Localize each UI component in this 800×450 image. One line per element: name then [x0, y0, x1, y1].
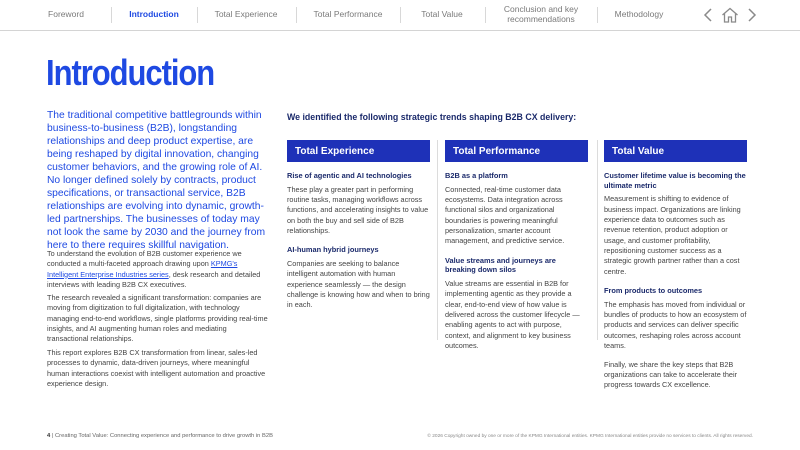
footer-copyright: © 2026 Copyright owned by one or more of the KPMG International entities. KPMG International entities provide no services to clients. All rights reserved. [427, 434, 753, 439]
footer-doc-title: Creating Total Value: Connecting experience and performance to drive growth in B2B [55, 433, 273, 439]
nav-bottom-border [0, 30, 800, 31]
column-divider [597, 140, 598, 340]
nav-tab-total-experience[interactable]: Total Experience [214, 9, 278, 20]
page-number: 4 [47, 433, 51, 439]
nav-tab-introduction[interactable]: Introduction [129, 9, 179, 20]
footer-doc-info [47, 433, 273, 439]
chevron-left-icon[interactable] [698, 5, 718, 25]
intro-paragraph-report: This report explores B2B CX transformation from linear, sales-led processes to dynamic, data-driven journeys, where meaningful human interactions coexist with intelligent automation and proactive experience design. [47, 348, 266, 389]
nav-divider [111, 7, 112, 23]
intro-paragraph-research: The research revealed a significant transformation: companies are moving from digitization to full digitalization, with technology managing end-to-end workflows, single platforms providing real-time insights, and AI augmenting human roles and mediating transactional relationships. [47, 293, 268, 344]
trend-text: Companies are seeking to balance intelligent automation with human experience seamlessly — the design challenge is knowing how and when to bring in each. [287, 259, 430, 310]
home-icon[interactable] [719, 5, 741, 25]
nav-divider [296, 7, 297, 23]
column-header: Total Experience [287, 140, 430, 162]
kpmg-series-link[interactable]: KPMG's Intelligent Enterprise Industries series [47, 259, 238, 279]
intro-paragraph-text: To understand the evolution of B2B customer experience we conducted a multi-faceted approach drawing upon [47, 249, 242, 269]
nav-tab-foreword[interactable]: Foreword [48, 9, 84, 20]
intro-lead-paragraph: The traditional competitive battlegrounds within business-to-business (B2B), longstanding relationships and deep product expertise, are being reshaped by digital innovation, changing customer behaviors, and the growing role of AI. No longer defined solely by contracts, product specifications, or transactional service, B2B relationships are evolving into dynamic, growth-led partnerships. The businesses of today may not look the same by 2030 and the journey from here to there requires skillful navigation. [47, 110, 266, 251]
trend-column-experience [287, 140, 430, 311]
column-header: Total Value [604, 140, 747, 162]
trend-text: Value streams are essential in B2B for implementing agentic as they provide a clear, end-to-end view of how value is delivered across the customer lifecycle — enabling agents to act with purpose, context, and alignment to key business outcomes. [445, 279, 580, 351]
chevron-right-icon[interactable] [742, 5, 762, 25]
trend-title: AI-human hybrid journeys [287, 245, 379, 255]
nav-divider [197, 7, 198, 23]
trend-text: Measurement is shifting to evidence of business impact. Organizations are linking experience data to outcomes such as revenue retention, product adoption or usage, and customer profitability, repositioning customer success as a strategic growth partner rather than a cost centre. [604, 194, 741, 276]
trend-text: The emphasis has moved from individual or bundles of products to how an ecosystem of products and services can deliver specific outcomes, reshaping roles across account teams. [604, 299, 747, 351]
nav-divider [597, 7, 598, 23]
trend-title: Rise of agentic and AI technologies [287, 171, 412, 180]
trend-title: Value streams and journeys are breaking down silos [445, 255, 556, 275]
column-header: Total Performance [445, 140, 588, 162]
intro-paragraph-approach [47, 249, 269, 290]
nav-tab-total-performance[interactable]: Total Performance [313, 9, 383, 20]
trend-column-performance [445, 140, 588, 352]
trend-column-value [604, 140, 747, 391]
nav-tab-methodology[interactable]: Methodology [614, 9, 664, 20]
intro-paragraph-text: , desk research and detailed interviews with leading B2B CX executives. [47, 269, 261, 290]
trend-title: From products to outcomes [604, 286, 703, 296]
nav-tab-total-value[interactable]: Total Value [421, 9, 463, 20]
nav-divider [400, 7, 401, 23]
page-title: Introduction [46, 52, 215, 93]
trend-closing-text: Finally, we share the key steps that B2B organizations can take to accelerate their progress towards CX excellence. [604, 359, 738, 390]
nav-tab-conclusion[interactable]: Conclusion and key recommendations [503, 4, 579, 24]
trend-title: B2B as a platform [445, 171, 508, 180]
footer-separator: | [51, 433, 54, 439]
nav-divider [485, 7, 486, 23]
column-divider [437, 140, 438, 340]
top-navigation [0, 0, 800, 30]
trend-text: These play a greater part in performing routine tasks, managing workflows across functions, and accelerating insights to value on both the buy and sell side of B2B relationships. [287, 184, 429, 236]
trends-heading: We identified the following strategic trends shaping B2B CX delivery: [287, 112, 577, 122]
trend-title: Customer lifetime value is becoming the ultimate metric [604, 171, 746, 190]
trend-text: Connected, real-time customer data ecosystems. Data integration across functional silos and organizational boundaries is powering meaningful personalization, smarter account management, and predictive service. [445, 184, 565, 246]
